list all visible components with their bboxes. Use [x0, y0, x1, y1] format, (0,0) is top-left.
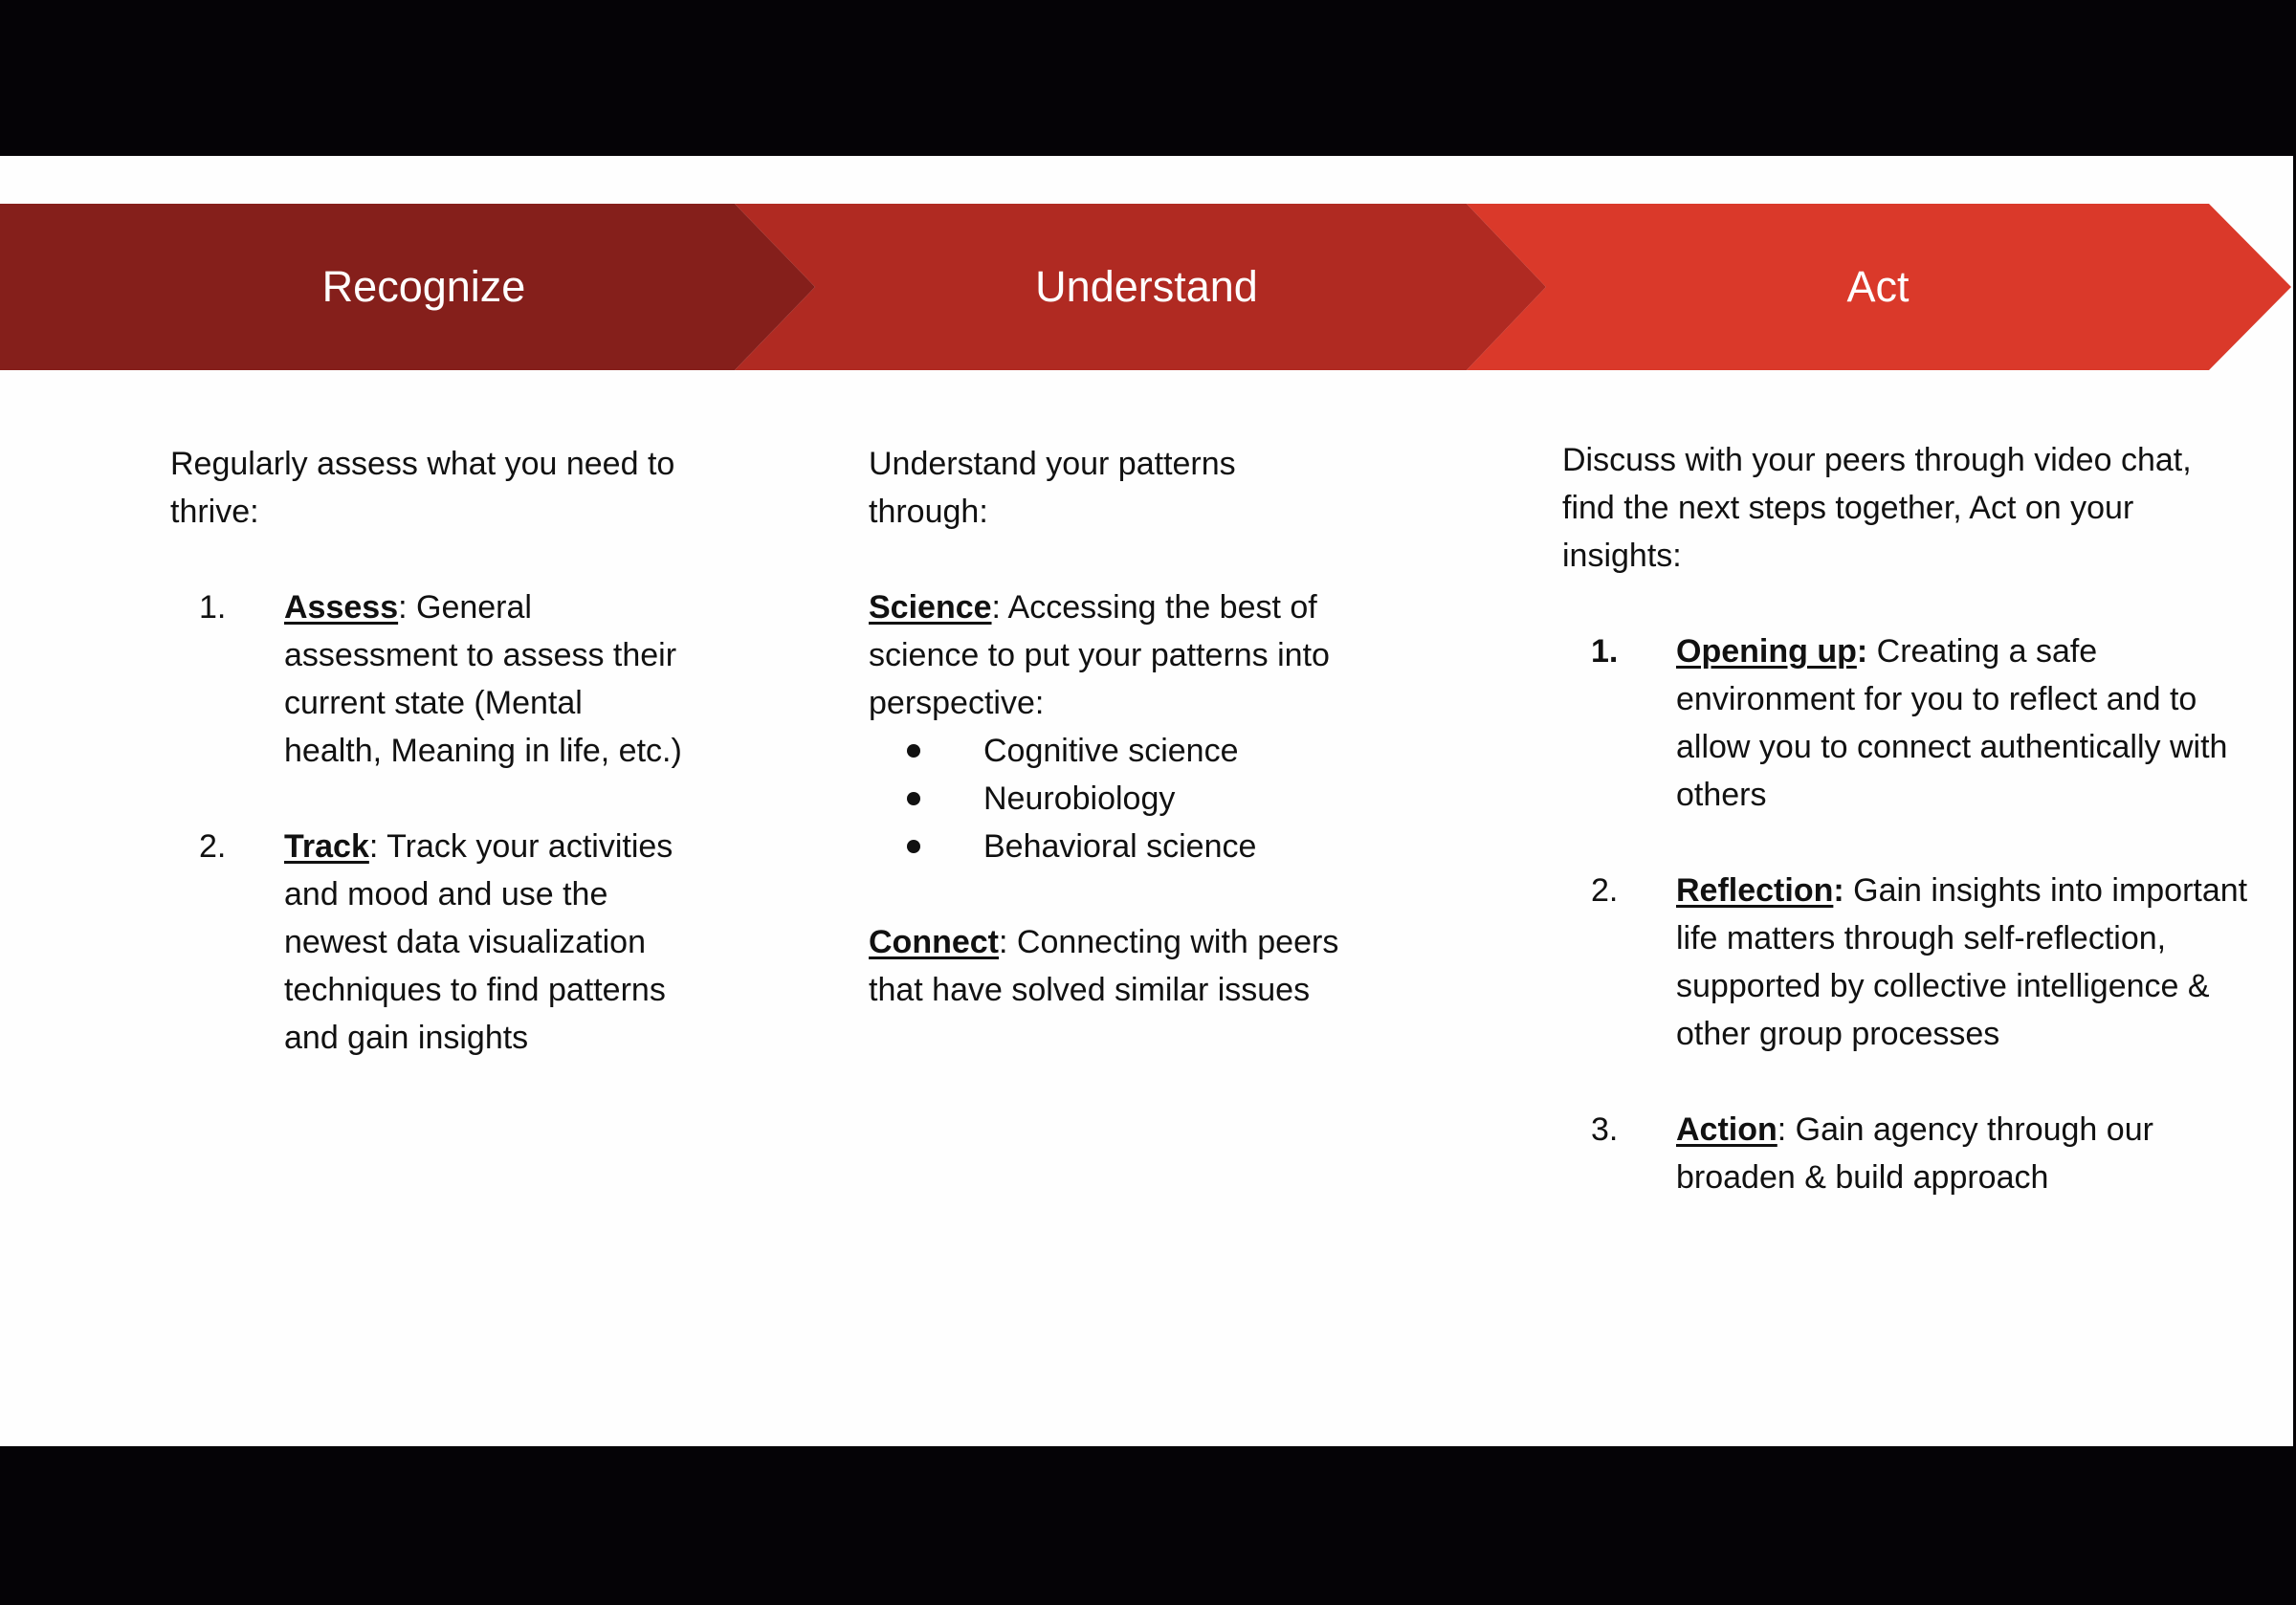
- keyword-separator: :: [1777, 1111, 1787, 1148]
- bullet-item: [869, 823, 1385, 870]
- list-item: [1562, 1106, 2251, 1201]
- keyword-opening-up: Opening up: [1676, 633, 1857, 670]
- stage-label-recognize: Recognize: [321, 262, 526, 311]
- slide: [0, 156, 2293, 1448]
- bullet-text: Neurobiology: [983, 781, 1176, 817]
- process-chevrons: [0, 204, 2293, 370]
- list-number: 1.: [1591, 633, 1619, 670]
- list-item: [1562, 627, 2251, 819]
- list-number: 3.: [1591, 1111, 1619, 1148]
- keyword-separator: :: [1833, 872, 1844, 909]
- keyword-separator: :: [1856, 633, 1868, 670]
- letterbox-bottom: [0, 1446, 2296, 1605]
- recognize-column: [170, 440, 687, 1062]
- list-number: 2.: [199, 828, 227, 865]
- recognize-intro: Regularly assess what you need to thrive:: [170, 446, 675, 530]
- keyword-separator: :: [999, 924, 1008, 960]
- act-intro: Discuss with your peers through video chat, find the next steps together, Act on your insights:: [1562, 442, 2192, 574]
- keyword-reflection: Reflection: [1676, 872, 1834, 909]
- understand-column: [869, 440, 1385, 1014]
- keyword-assess: Assess: [284, 589, 399, 626]
- bullet-item: [869, 727, 1385, 775]
- item-description: Creating a safe environment for you to reflect and to allow you to connect authentically with others: [1676, 633, 2228, 813]
- keyword-separator: :: [368, 828, 379, 865]
- act-column: [1562, 436, 2251, 1201]
- bullet-icon: [907, 792, 920, 805]
- connect-paragraph: [869, 918, 1385, 1014]
- stage-label-act: Act: [1846, 262, 1910, 311]
- keyword-science: Science: [869, 589, 992, 626]
- stage-label-understand: Understand: [1035, 262, 1258, 311]
- connect-description: Connecting with peers that have solved similar issues: [869, 924, 1339, 1008]
- keyword-action: Action: [1676, 1111, 1777, 1148]
- item-description: Gain insights into important life matters through self-reflection, supported by collective intelligence & other group processes: [1676, 872, 2248, 1052]
- science-description: Accessing the best of science to put your patterns into perspective:: [869, 589, 1330, 721]
- bullet-icon: [907, 744, 920, 758]
- list-item: [170, 583, 687, 775]
- understand-intro: Understand your patterns through:: [869, 446, 1236, 530]
- keyword-connect: Connect: [869, 924, 999, 960]
- list-number: 1.: [199, 589, 227, 626]
- list-item: [170, 823, 687, 1062]
- bullet-text: Cognitive science: [983, 733, 1239, 769]
- keyword-separator: :: [398, 589, 408, 626]
- letterbox-top: [0, 0, 2296, 156]
- item-description: Track your activities and mood and use the newest data visualization techniques to find patterns and gain insights: [284, 828, 673, 1056]
- bullet-text: Behavioral science: [983, 828, 1257, 865]
- list-item: [1562, 867, 2251, 1058]
- keyword-track: Track: [284, 828, 369, 865]
- item-description: General assessment to assess their current state (Mental health, Meaning in life, etc.): [284, 589, 682, 769]
- bullet-item: [869, 775, 1385, 823]
- item-description: Gain agency through our broaden & build approach: [1676, 1111, 2153, 1196]
- list-number: 2.: [1591, 872, 1619, 909]
- science-paragraph: [869, 583, 1385, 727]
- bullet-icon: [907, 840, 920, 853]
- keyword-separator: :: [991, 589, 1001, 626]
